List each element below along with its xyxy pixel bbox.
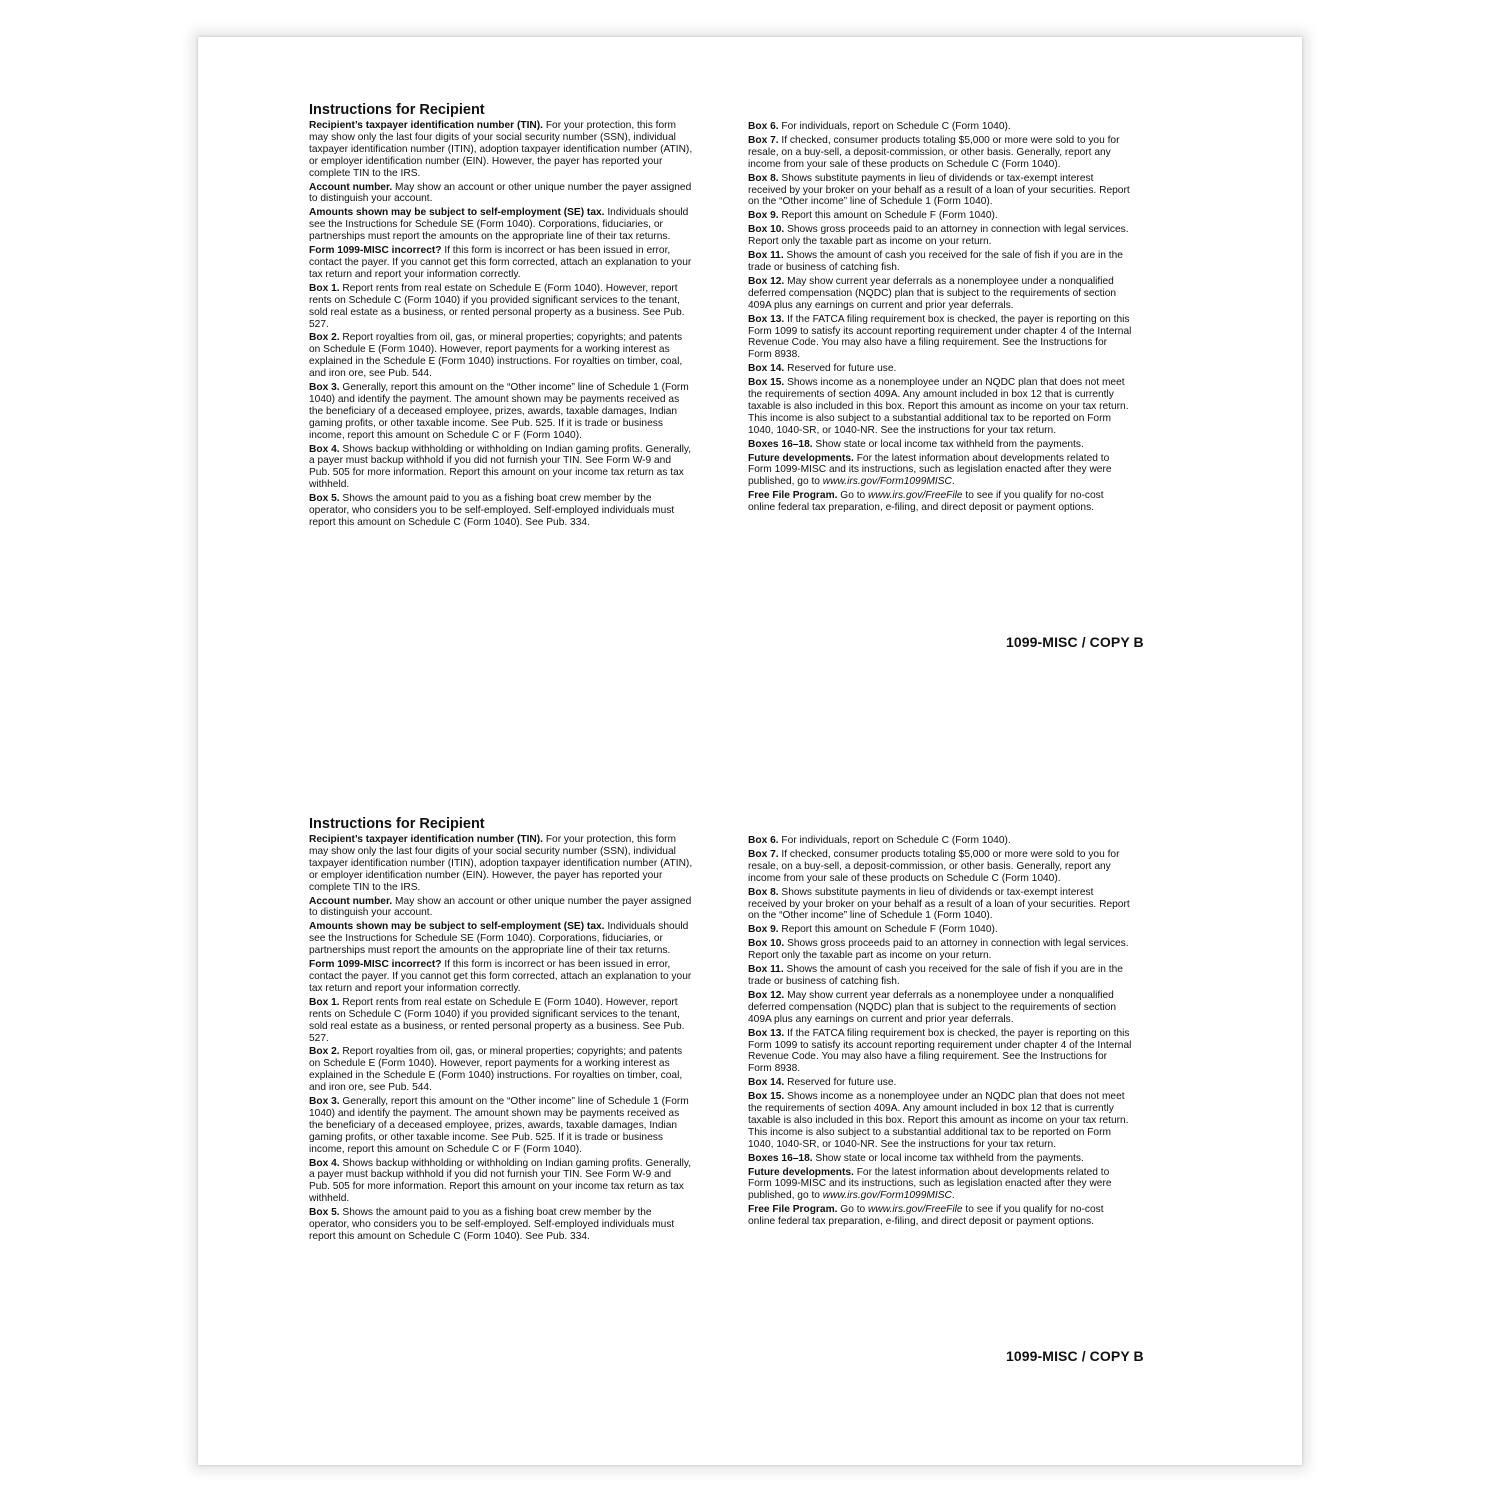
paragraph-text: Generally, report this amount on the “Other income” line of Schedule 1 (Form 1040) and identify the payment. The amount shown may be payments received as the beneficiary of a deceased employee, prizes, awards, taxable damages, Indian gaming profits, or other taxable income. See Pub. 525. If it is trade or business income, report this amount on Schedule C or F (Form 1040). xyxy=(309,1096,689,1155)
paragraph-text: Shows substitute payments in lieu of dividends or tax-exempt interest received by your broker on your behalf as a result of a loan of your securities. Report on the “Other income” line of Schedule 1 (Form 1040). xyxy=(748,172,1130,208)
paragraph-text: If the FATCA filing requirement box is checked, the payer is reporting on this Form 1099 to satisfy its account reporting requirement under chapter 4 of the Internal Revenue Code. You may also have a filing requirement. See the Instructions for Form 8938. xyxy=(748,1027,1132,1075)
form-copy-label: 1099-MISC / COPY B xyxy=(1006,1348,1144,1364)
paragraph-lead: Boxes 16–18. xyxy=(748,1152,813,1164)
paragraph-text: Shows gross proceeds paid to an attorney in connection with legal services. Report only the taxable part as income on your return. xyxy=(748,224,1129,248)
paragraph-lead: Box 7. xyxy=(748,848,779,860)
paragraph-text: Go to xyxy=(837,1204,869,1216)
paragraph-lead: Box 13. xyxy=(748,1027,785,1039)
paragraph-lead: Account number. xyxy=(309,181,393,193)
paragraph-text: If the FATCA filing requirement box is checked, the payer is reporting on this Form 1099 to satisfy its account reporting requirement under chapter 4 of the Internal Revenue Code. You may also have a filing requirement. See the Instructions for Form 8938. xyxy=(748,313,1132,361)
paragraph-lead: Box 8. xyxy=(748,886,779,898)
instruction-paragraph xyxy=(748,1028,1132,1076)
instruction-paragraph xyxy=(309,493,693,529)
paragraph-lead: Box 3. xyxy=(309,1096,340,1108)
paragraph-lead: Box 2. xyxy=(309,1046,340,1058)
paragraph-text: Report royalties from oil, gas, or mineral properties; copyrights; and patents on Schedule E (Form 1040). However, report payments for a working interest as explained in the Schedule E (Form 1040) instructions. For royalties on timber, coal, and iron ore, see Pub. 544. xyxy=(309,1046,683,1094)
instruction-paragraph xyxy=(309,283,693,331)
paragraph-text-tail: to see if you qualify for no-cost online federal tax preparation, e-filing, and direct deposit or payment options. xyxy=(748,1204,1104,1228)
instructions-heading: Instructions for Recipient xyxy=(309,102,485,118)
paragraph-lead: Box 9. xyxy=(748,924,779,936)
paragraph-lead: Box 5. xyxy=(309,1207,340,1219)
instruction-paragraph xyxy=(748,1091,1132,1151)
instruction-paragraph xyxy=(309,382,693,442)
paragraph-text: If this form is incorrect or has been issued in error, contact the payer. If you cannot get this form corrected, attach an explanation to your tax return and report your information correctly. xyxy=(309,245,692,280)
paragraph-lead: Amounts shown may be subject to self-employment (SE) tax. xyxy=(309,207,605,219)
paragraph-lead: Recipient’s taxpayer identification number (TIN). xyxy=(309,834,543,845)
paragraph-text: Shows backup withholding or withholding on Indian gaming profits. Generally, a payer must backup withhold if you did not furnish your TIN. See Form W-9 and Pub. 505 for more information. Report this amount on your income tax return as tax withheld. xyxy=(309,1157,692,1205)
paragraph-lead: Box 14. xyxy=(748,1077,785,1089)
paragraph-text: Individuals should see the Instructions for Schedule SE (Form 1040). Corporations, fiduciaries, or partnerships must report the amounts on the appropriate line of their tax returns. xyxy=(309,207,689,243)
instruction-paragraph xyxy=(748,1204,1132,1228)
instruction-paragraph xyxy=(309,921,693,957)
instruction-paragraph xyxy=(748,849,1132,885)
paragraph-lead: Box 12. xyxy=(748,989,785,1001)
paragraph-lead: Box 9. xyxy=(748,210,779,222)
url-text: www.irs.gov/FreeFile xyxy=(868,1204,963,1216)
paragraph-text: Report royalties from oil, gas, or mineral properties; copyrights; and patents on Schedule E (Form 1040). However, report payments for a working interest as explained in the Schedule E (Form 1040) instructions. For royalties on timber, coal, and iron ore, see Pub. 544. xyxy=(309,332,683,380)
paragraph-lead: Box 1. xyxy=(309,282,340,294)
paragraph-text: Reserved for future use. xyxy=(784,363,897,375)
paragraph-lead: Box 6. xyxy=(748,835,779,846)
copy-b-lower xyxy=(198,751,1302,1465)
instruction-paragraph xyxy=(748,135,1132,171)
instruction-paragraph xyxy=(748,835,1132,847)
paragraph-lead: Boxes 16–18. xyxy=(748,438,813,450)
paragraph-text: Report this amount on Schedule F (Form 1040). xyxy=(778,210,998,222)
instruction-paragraph xyxy=(748,314,1132,362)
paragraph-text: Shows income as a nonemployee under an NQDC plan that does not meet the requirements of section 409A. Any amount included in box 12 that is currently taxable is also included in this box. Report this amount as income on your tax return. This income is also subject to a substantial additional tax to be reported on Form 1040, 1040-SR, or 1040-NR. See the instructions for your tax return. xyxy=(748,1091,1129,1150)
instruction-paragraph xyxy=(309,959,693,995)
paragraph-lead: Box 6. xyxy=(748,121,779,132)
paragraph-text: Generally, report this amount on the “Other income” line of Schedule 1 (Form 1040) and identify the payment. The amount shown may be payments received as the beneficiary of a deceased employee, prizes, awards, taxable damages, Indian gaming profits, or other taxable income. See Pub. 525. If it is trade or business income, report this amount on Schedule C or F (Form 1040). xyxy=(309,382,689,441)
paragraph-text: Go to xyxy=(837,490,869,502)
paragraph-lead: Box 7. xyxy=(748,134,779,146)
paragraph-text: Report rents from real estate on Schedule E (Form 1040). However, report rents on Schedule C (Form 1040) if you provided significant services to the tenant, sold real estate as a business, or rented personal property as a business. See Pub. 527. xyxy=(309,282,685,330)
form-copy-label: 1099-MISC / COPY B xyxy=(1006,634,1144,650)
paragraph-lead: Free File Program. xyxy=(748,490,838,502)
paragraph-lead: Box 2. xyxy=(309,332,340,344)
instruction-paragraph xyxy=(309,896,693,920)
paragraph-text: Shows backup withholding or withholding on Indian gaming profits. Generally, a payer must backup withhold if you did not furnish your TIN. See Form W-9 and Pub. 505 for more information. Report this amount on your income tax return as tax withheld. xyxy=(309,443,692,491)
paragraph-lead: Future developments. xyxy=(748,452,854,464)
url-text: www.irs.gov/FreeFile xyxy=(868,490,963,502)
instruction-paragraph xyxy=(309,207,693,243)
paragraph-text: Shows the amount of cash you received for the sale of fish if you are in the trade or business of catching fish. xyxy=(748,964,1123,987)
url-text: www.irs.gov/Form1099MISC xyxy=(822,1190,952,1202)
left-column xyxy=(309,101,693,531)
instruction-paragraph xyxy=(748,1153,1132,1165)
instruction-paragraph xyxy=(309,997,693,1045)
paragraph-lead: Box 8. xyxy=(748,172,779,184)
paragraph-text: Shows income as a nonemployee under an NQDC plan that does not meet the requirements of section 409A. Any amount included in box 12 that is currently taxable is also included in this box. Report this amount as income on your tax return. This income is also subject to a substantial additional tax to be reported on Form 1040, 1040-SR, or 1040-NR. See the instructions for your tax return. xyxy=(748,377,1129,436)
instruction-paragraph xyxy=(748,990,1132,1026)
instruction-paragraph xyxy=(748,439,1132,451)
paragraph-text: May show an account or other unique number the payer assigned to distinguish your account. xyxy=(309,895,692,919)
paragraph-text: Report this amount on Schedule F (Form 1040). xyxy=(778,924,998,936)
paragraph-text: If checked, consumer products totaling $5,000 or more were sold to you for resale, on a buy-sell, a deposit-commission, or other basis. Generally, report any income from your sale of these products on Schedule C (Form 1040). xyxy=(748,848,1120,884)
paragraph-text: Shows gross proceeds paid to an attorney in connection with legal services. Report only the taxable part as income on your return. xyxy=(748,938,1129,962)
right-column xyxy=(748,835,1132,1230)
paragraph-text: May show current year deferrals as a nonemployee under a nonqualified deferred compensation (NQDC) plan that is subject to the requirements of section 409A plus any earnings on current and prior year deferrals. xyxy=(748,275,1117,311)
paragraph-text-tail: . xyxy=(951,1190,955,1202)
paragraph-text: For the latest information about developments related to Form 1099-MISC and its instructions, such as legislation enacted after they were published, go to xyxy=(748,1166,1112,1202)
paragraph-lead: Box 15. xyxy=(748,1091,785,1103)
paragraph-lead: Free File Program. xyxy=(748,1204,838,1216)
paragraph-text: Report rents from real estate on Schedule E (Form 1040). However, report rents on Schedule C (Form 1040) if you provided significant services to the tenant, sold real estate as a business, or rented personal property as a business. See Pub. 527. xyxy=(309,996,685,1044)
paragraph-text-tail: . xyxy=(951,476,955,488)
paragraph-text: Shows the amount paid to you as a fishing boat crew member by the operator, who considers you to be self-employed. Self-employed individuals must report this amount on Schedule C (Form 1040). See Pub. 334. xyxy=(309,493,675,528)
instruction-paragraph xyxy=(309,1207,693,1243)
paragraph-text: If this form is incorrect or has been issued in error, contact the payer. If you cannot get this form corrected, attach an explanation to your tax return and report your information correctly. xyxy=(309,959,692,994)
instruction-paragraph xyxy=(748,224,1132,248)
instruction-paragraph xyxy=(748,924,1132,936)
paragraph-lead: Box 4. xyxy=(309,443,340,455)
paragraph-lead: Account number. xyxy=(309,895,393,907)
paragraph-text: May show current year deferrals as a nonemployee under a nonqualified deferred compensation (NQDC) plan that is subject to the requirements of section 409A plus any earnings on current and prior year deferrals. xyxy=(748,989,1117,1025)
paragraph-text: For the latest information about developments related to Form 1099-MISC and its instructions, such as legislation enacted after they were published, go to xyxy=(748,452,1112,488)
instruction-paragraph xyxy=(748,453,1132,489)
instruction-paragraph xyxy=(748,887,1132,923)
paragraph-text: For your protection, this form may show only the last four digits of your social security number (SSN), individual taxpayer identification number (ITIN), adoption taxpayer identification number (ATIN), or employer identification number (EIN). However, the payer has reported your complete TIN to the IRS. xyxy=(309,120,693,179)
paragraph-text: For individuals, report on Schedule C (Form 1040). xyxy=(778,121,1011,132)
paragraph-text: Shows the amount of cash you received for the sale of fish if you are in the trade or business of catching fish. xyxy=(748,250,1123,273)
paragraph-lead: Box 10. xyxy=(748,938,785,950)
instruction-paragraph xyxy=(748,276,1132,312)
paragraph-lead: Form 1099-MISC incorrect? xyxy=(309,959,442,971)
paragraph-lead: Recipient’s taxpayer identification number (TIN). xyxy=(309,120,543,131)
instruction-paragraph xyxy=(309,1046,693,1094)
paragraph-lead: Form 1099-MISC incorrect? xyxy=(309,245,442,257)
paragraph-text: Show state or local income tax withheld from the payments. xyxy=(812,1152,1084,1164)
paragraph-text: Individuals should see the Instructions for Schedule SE (Form 1040). Corporations, fiduciaries, or partnerships must report the amounts on the appropriate line of their tax returns. xyxy=(309,921,689,957)
paragraph-lead: Box 15. xyxy=(748,377,785,389)
instruction-paragraph xyxy=(309,1158,693,1206)
url-text: www.irs.gov/Form1099MISC xyxy=(822,476,952,488)
instruction-paragraph xyxy=(748,363,1132,375)
right-column xyxy=(748,121,1132,516)
instruction-paragraph xyxy=(309,182,693,206)
instruction-paragraph xyxy=(309,834,693,894)
instruction-paragraph xyxy=(748,377,1132,437)
paragraph-text: Shows the amount paid to you as a fishing boat crew member by the operator, who considers you to be self-employed. Self-employed individuals must report this amount on Schedule C (Form 1040). See Pub. 334. xyxy=(309,1207,675,1242)
instruction-paragraph xyxy=(309,1096,693,1156)
copy-b-upper xyxy=(198,37,1302,751)
instruction-paragraph xyxy=(748,250,1132,274)
instruction-paragraph xyxy=(309,332,693,380)
instruction-paragraph xyxy=(748,938,1132,962)
instruction-paragraph xyxy=(748,490,1132,514)
paragraph-lead: Box 5. xyxy=(309,493,340,505)
left-column xyxy=(309,815,693,1245)
paragraph-lead: Box 14. xyxy=(748,363,785,375)
paragraph-lead: Box 3. xyxy=(309,382,340,394)
paragraph-lead: Box 10. xyxy=(748,224,785,236)
instruction-paragraph xyxy=(309,245,693,281)
instruction-paragraph xyxy=(309,444,693,492)
paragraph-text: Shows substitute payments in lieu of dividends or tax-exempt interest received by your broker on your behalf as a result of a loan of your securities. Report on the “Other income” line of Schedule 1 (Form 1040). xyxy=(748,886,1130,922)
paragraph-text-tail: to see if you qualify for no-cost online federal tax preparation, e-filing, and direct deposit or payment options. xyxy=(748,490,1104,514)
paragraph-text: Reserved for future use. xyxy=(784,1077,897,1089)
instructions-heading: Instructions for Recipient xyxy=(309,816,485,832)
paragraph-text: Show state or local income tax withheld from the payments. xyxy=(812,438,1084,450)
paragraph-text: If checked, consumer products totaling $5,000 or more were sold to you for resale, on a buy-sell, a deposit-commission, or other basis. Generally, report any income from your sale of these products on Schedule C (Form 1040). xyxy=(748,134,1120,170)
paragraph-lead: Box 4. xyxy=(309,1157,340,1169)
instruction-paragraph xyxy=(748,964,1132,988)
instruction-paragraph xyxy=(748,1167,1132,1203)
instruction-paragraph xyxy=(309,120,693,180)
paragraph-lead: Future developments. xyxy=(748,1166,854,1178)
paragraph-lead: Box 12. xyxy=(748,275,785,287)
instruction-paragraph xyxy=(748,121,1132,133)
instruction-paragraph xyxy=(748,1077,1132,1089)
paragraph-text: For your protection, this form may show only the last four digits of your social security number (SSN), individual taxpayer identification number (ITIN), adoption taxpayer identification number (ATIN), or employer identification number (EIN). However, the payer has reported your complete TIN to the IRS. xyxy=(309,834,693,893)
paragraph-lead: Box 11. xyxy=(748,250,784,262)
paragraph-lead: Box 1. xyxy=(309,996,340,1008)
instruction-paragraph xyxy=(748,173,1132,209)
instruction-paragraph xyxy=(748,210,1132,222)
paragraph-text: May show an account or other unique number the payer assigned to distinguish your account. xyxy=(309,181,692,205)
paragraph-text: For individuals, report on Schedule C (Form 1040). xyxy=(778,835,1011,846)
paragraph-lead: Box 13. xyxy=(748,313,785,325)
paragraph-lead: Box 11. xyxy=(748,964,784,976)
form-page xyxy=(198,37,1302,1465)
paragraph-lead: Amounts shown may be subject to self-employment (SE) tax. xyxy=(309,921,605,933)
